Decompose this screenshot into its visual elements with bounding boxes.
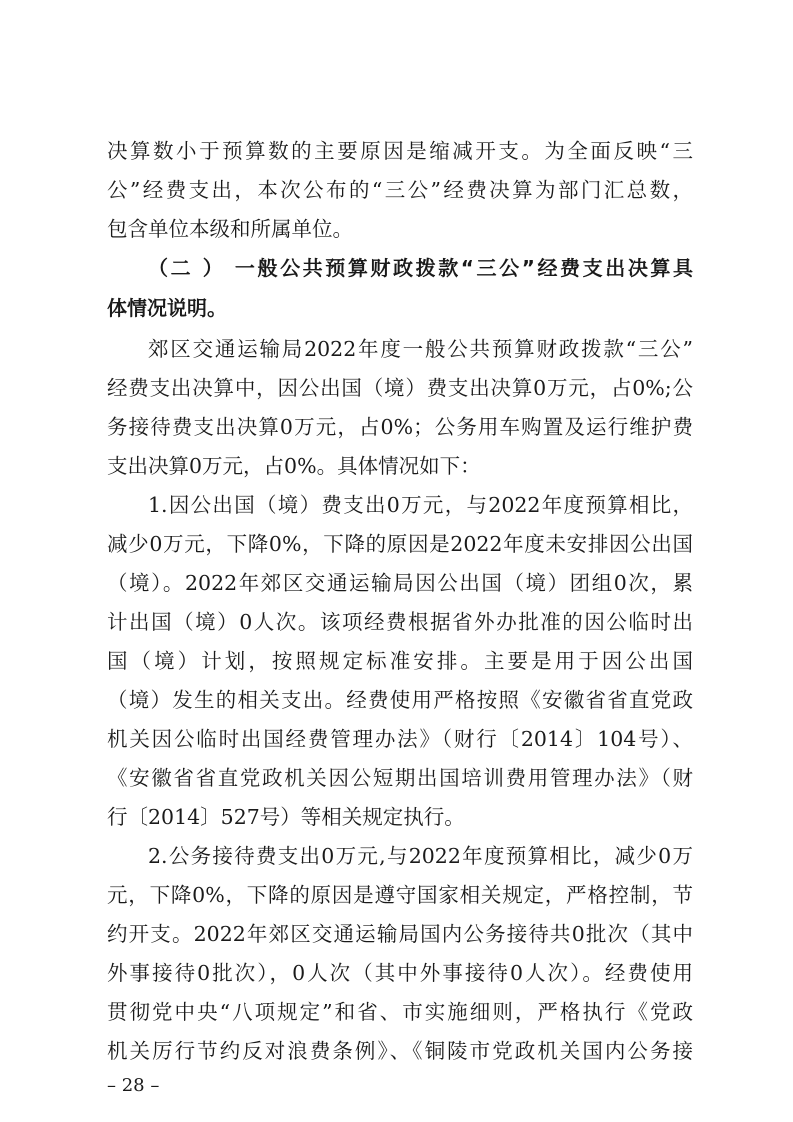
text-line: 元，下降0%，下降的原因是遵守国家相关规定，严格控制，节: [107, 883, 693, 907]
text-line: 贯彻党中央“八项规定”和省、市实施细则，严格执行《党政: [107, 1000, 693, 1024]
text-line: 1.因公出国（境）费支出0万元，与2022年度预算相比，: [148, 493, 693, 517]
text-line: 务接待费支出决算0万元，占0%；公务用车购置及运行维护费: [107, 415, 693, 439]
section-heading: 体情况说明。: [107, 296, 227, 320]
text-line: 决算数小于预算数的主要原因是缩减开支。为全面反映“三: [107, 139, 693, 163]
text-line: 行〔2014〕527号）等相关规定执行。: [107, 805, 465, 829]
section-heading: （二 ） 一般公共预算财政拨款“三公”经费支出决算具: [148, 256, 693, 280]
text-line: 郊区交通运输局2022年度一般公共预算财政拨款“三公”: [148, 337, 693, 361]
text-line: 2.公务接待费支出0万元,与2022年度预算相比，减少0万: [148, 844, 693, 868]
text-line: 减少0万元，下降0%，下降的原因是2022年度未安排因公出国: [107, 532, 693, 556]
text-line: 外事接待0批次），0人次（其中外事接待0人次）。经费使用: [107, 961, 693, 985]
text-line: 约开支。2022年郊区交通运输局国内公务接待共0批次（其中: [107, 922, 693, 946]
text-line: 公”经费支出，本次公布的“三公”经费决算为部门汇总数，: [107, 178, 693, 202]
text-line: 包含单位本级和所属单位。: [107, 217, 353, 241]
text-line: 机关因公临时出国经费管理办法》（财行〔2014〕104号）、: [107, 727, 693, 751]
text-line: 机关厉行节约反对浪费条例》、《铜陵市党政机关国内公务接: [107, 1039, 693, 1063]
text-line: 国（境）计划，按照规定标准安排。主要是用于因公出国: [107, 649, 693, 673]
text-line: 《安徽省省直党政机关因公短期出国培训费用管理办法》（财: [107, 766, 693, 790]
text-line: （境）发生的相关支出。经费使用严格按照《安徽省省直党政: [107, 688, 693, 712]
text-line: （境）。2022年郊区交通运输局因公出国（境）团组0次，累: [107, 571, 693, 595]
text-line: 经费支出决算中，因公出国（境）费支出决算0万元，占0%;公: [107, 376, 693, 400]
page-number: – 28 –: [107, 1075, 160, 1096]
text-line: 计出国（境）0人次。该项经费根据省外办批准的因公临时出: [107, 610, 693, 634]
text-line: 支出决算0万元，占0%。具体情况如下：: [107, 454, 481, 478]
